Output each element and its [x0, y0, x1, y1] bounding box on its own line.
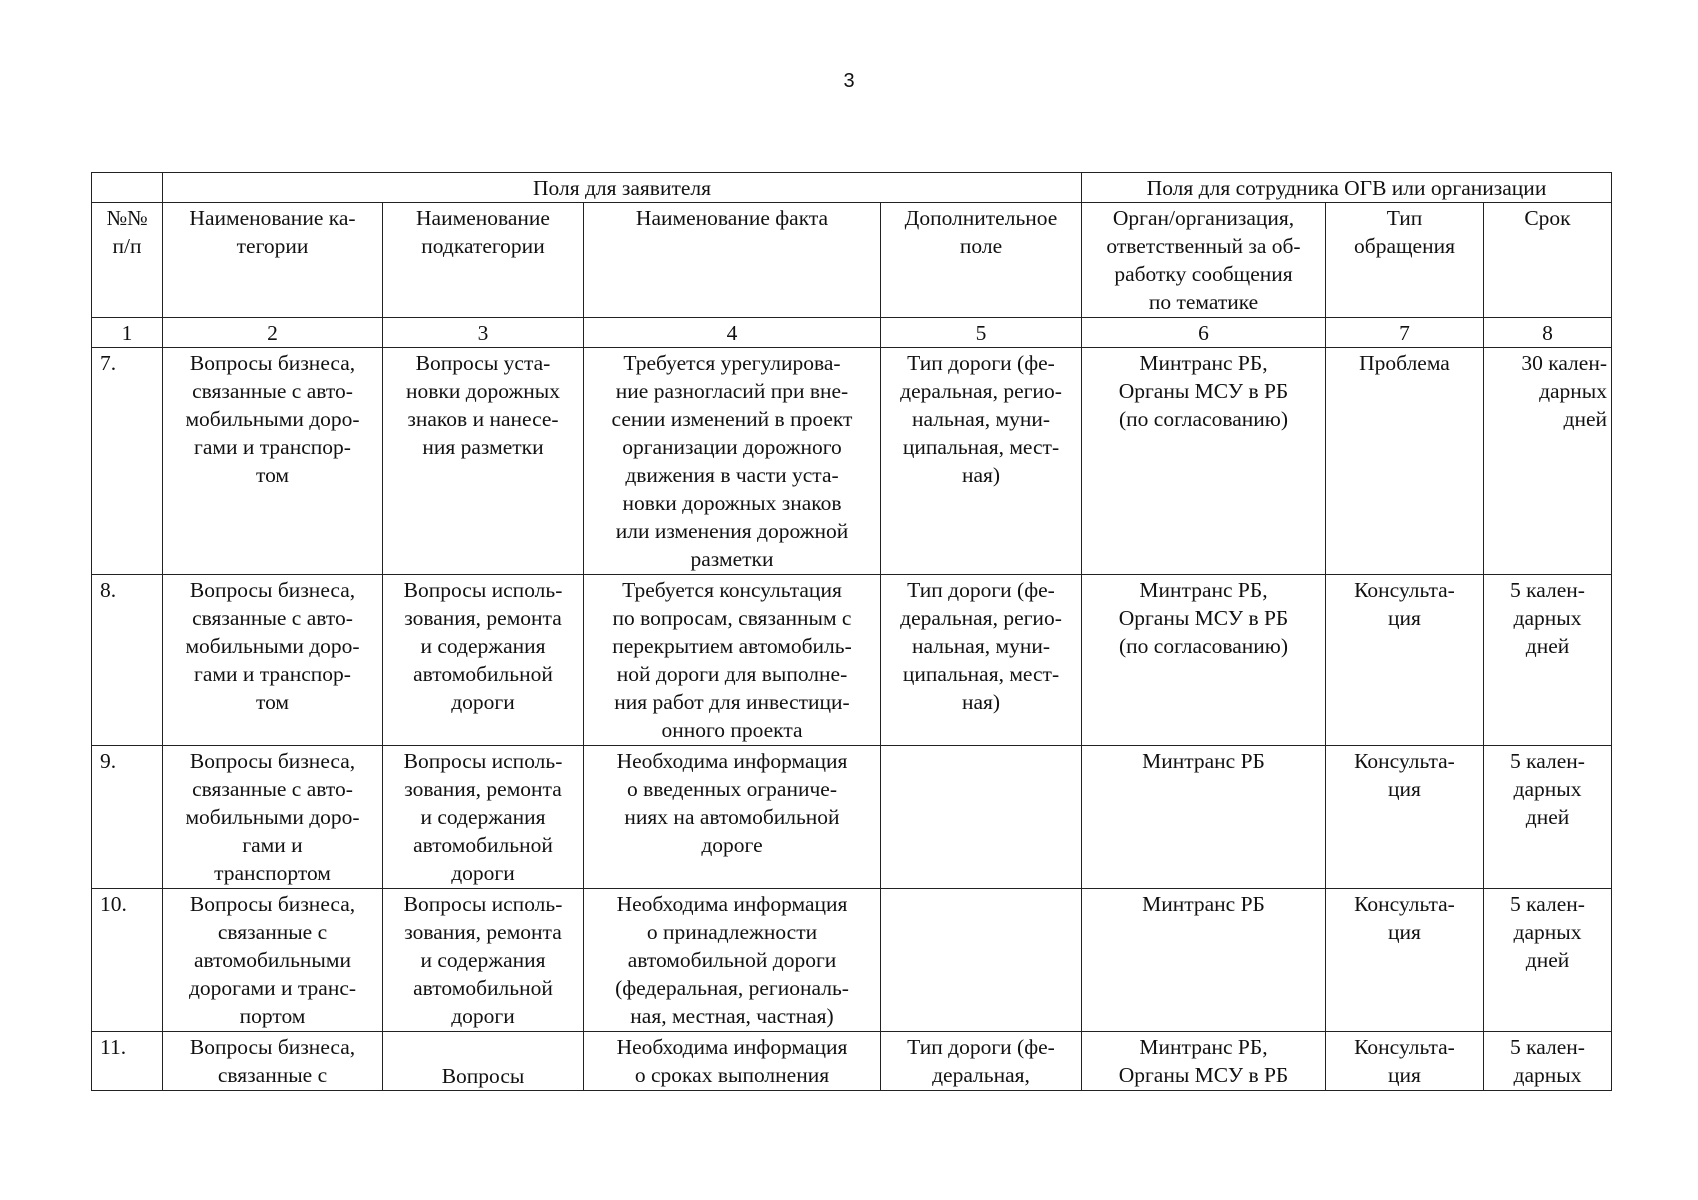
row-number: 7. — [92, 348, 163, 575]
row-term: 5 кален- дарных — [1484, 1032, 1612, 1091]
row-organization: Минтранс РБ, Органы МСУ в РБ (по согласованию) — [1082, 348, 1326, 575]
row-request-type: Проблема — [1326, 348, 1484, 575]
table-row — [92, 348, 1612, 575]
row-request-type: Консульта- ция — [1326, 889, 1484, 1032]
group-header-staff: Поля для сотрудника ОГВ или организации — [1082, 173, 1612, 203]
row-number: 9. — [92, 746, 163, 889]
row-term: 5 кален- дарных дней — [1484, 575, 1612, 746]
row-subcategory: Вопросы исполь- зования, ремонта и содержания автомобильной дороги — [383, 889, 584, 1032]
row-category: Вопросы бизнеса, связанные с авто- мобильными доро- гами и транспор- том — [163, 348, 383, 575]
row-term: 5 кален- дарных дней — [1484, 889, 1612, 1032]
row-number: 11. — [92, 1032, 163, 1091]
row-subcategory: Вопросы уста- новки дорожных знаков и нанесе- ния разметки — [383, 348, 584, 575]
column-number: 8 — [1484, 318, 1612, 348]
header-subcategory: Наименование подкатегории — [383, 203, 584, 318]
header-category: Наименование ка- тегории — [163, 203, 383, 318]
table-row — [92, 575, 1612, 746]
row-category: Вопросы бизнеса, связанные с авто- мобильными доро- гами и транспор- том — [163, 575, 383, 746]
row-subcategory: Вопросы исполь- зования, ремонта и содержания автомобильной дороги — [383, 746, 584, 889]
row-extra-field: Тип дороги (фе- деральная, — [881, 1032, 1082, 1091]
row-category: Вопросы бизнеса, связанные с — [163, 1032, 383, 1091]
page-number: 3 — [843, 70, 855, 92]
row-organization: Минтранс РБ, Органы МСУ в РБ (по согласованию) — [1082, 575, 1326, 746]
row-request-type: Консульта- ция — [1326, 575, 1484, 746]
column-number-row — [92, 318, 1612, 348]
row-request-type: Консульта- ция — [1326, 746, 1484, 889]
column-number: 5 — [881, 318, 1082, 348]
row-fact: Необходима информация о принадлежности автомобильной дороги (федеральная, региональ- ная, местная, частная) — [584, 889, 881, 1032]
group-header-row — [92, 173, 1612, 203]
group-header-applicant: Поля для заявителя — [163, 173, 1082, 203]
table-row — [92, 746, 1612, 889]
row-extra-field — [881, 889, 1082, 1032]
column-number: 1 — [92, 318, 163, 348]
row-fact: Необходима информация о сроках выполнения — [584, 1032, 881, 1091]
column-number: 3 — [383, 318, 584, 348]
row-number: 10. — [92, 889, 163, 1032]
row-request-type: Консульта- ция — [1326, 1032, 1484, 1091]
row-category: Вопросы бизнеса, связанные с авто- мобильными доро- гами и транспортом — [163, 746, 383, 889]
row-extra-field: Тип дороги (фе- деральная, регио- нальная, муни- ципальная, мест- ная) — [881, 575, 1082, 746]
column-number: 6 — [1082, 318, 1326, 348]
classifier-table — [91, 172, 1612, 1091]
column-number: 7 — [1326, 318, 1484, 348]
header-request-type: Тип обращения — [1326, 203, 1484, 318]
row-organization: Минтранс РБ — [1082, 746, 1326, 889]
row-organization: Минтранс РБ, Органы МСУ в РБ — [1082, 1032, 1326, 1091]
row-number: 8. — [92, 575, 163, 746]
row-organization: Минтранс РБ — [1082, 889, 1326, 1032]
row-subcategory: Вопросы исполь- зования, ремонта и содержания автомобильной дороги — [383, 575, 584, 746]
column-header-row — [92, 203, 1612, 318]
row-term: 5 кален- дарных дней — [1484, 746, 1612, 889]
column-number: 4 — [584, 318, 881, 348]
table-row — [92, 889, 1612, 1032]
row-term: 30 кален- дарных дней — [1484, 348, 1612, 575]
header-extra-field: Дополнительное поле — [881, 203, 1082, 318]
header-fact: Наименование факта — [584, 203, 881, 318]
table-row — [92, 1032, 1612, 1091]
group-header-empty — [92, 173, 163, 203]
header-organization: Орган/организация, ответственный за об- работку сообщения по тематике — [1082, 203, 1326, 318]
header-term: Срок — [1484, 203, 1612, 318]
row-fact: Необходима информация о введенных ограниче- ниях на автомобильной дороге — [584, 746, 881, 889]
column-number: 2 — [163, 318, 383, 348]
row-fact: Требуется консультация по вопросам, связанным с перекрытием автомобиль- ной дороги для выполне- ния работ для инвестици- онного проекта — [584, 575, 881, 746]
row-fact: Требуется урегулирова- ние разногласий при вне- сении изменений в проект организации дорожного движения в части уста- новки дорожных знаков или изменения дорожной разметки — [584, 348, 881, 575]
row-extra-field — [881, 746, 1082, 889]
header-number: №№ п/п — [92, 203, 163, 318]
row-extra-field: Тип дороги (фе- деральная, регио- нальная, муни- ципальная, мест- ная) — [881, 348, 1082, 575]
row-subcategory: Вопросы — [383, 1032, 584, 1091]
row-category: Вопросы бизнеса, связанные с автомобильными дорогами и транс- портом — [163, 889, 383, 1032]
